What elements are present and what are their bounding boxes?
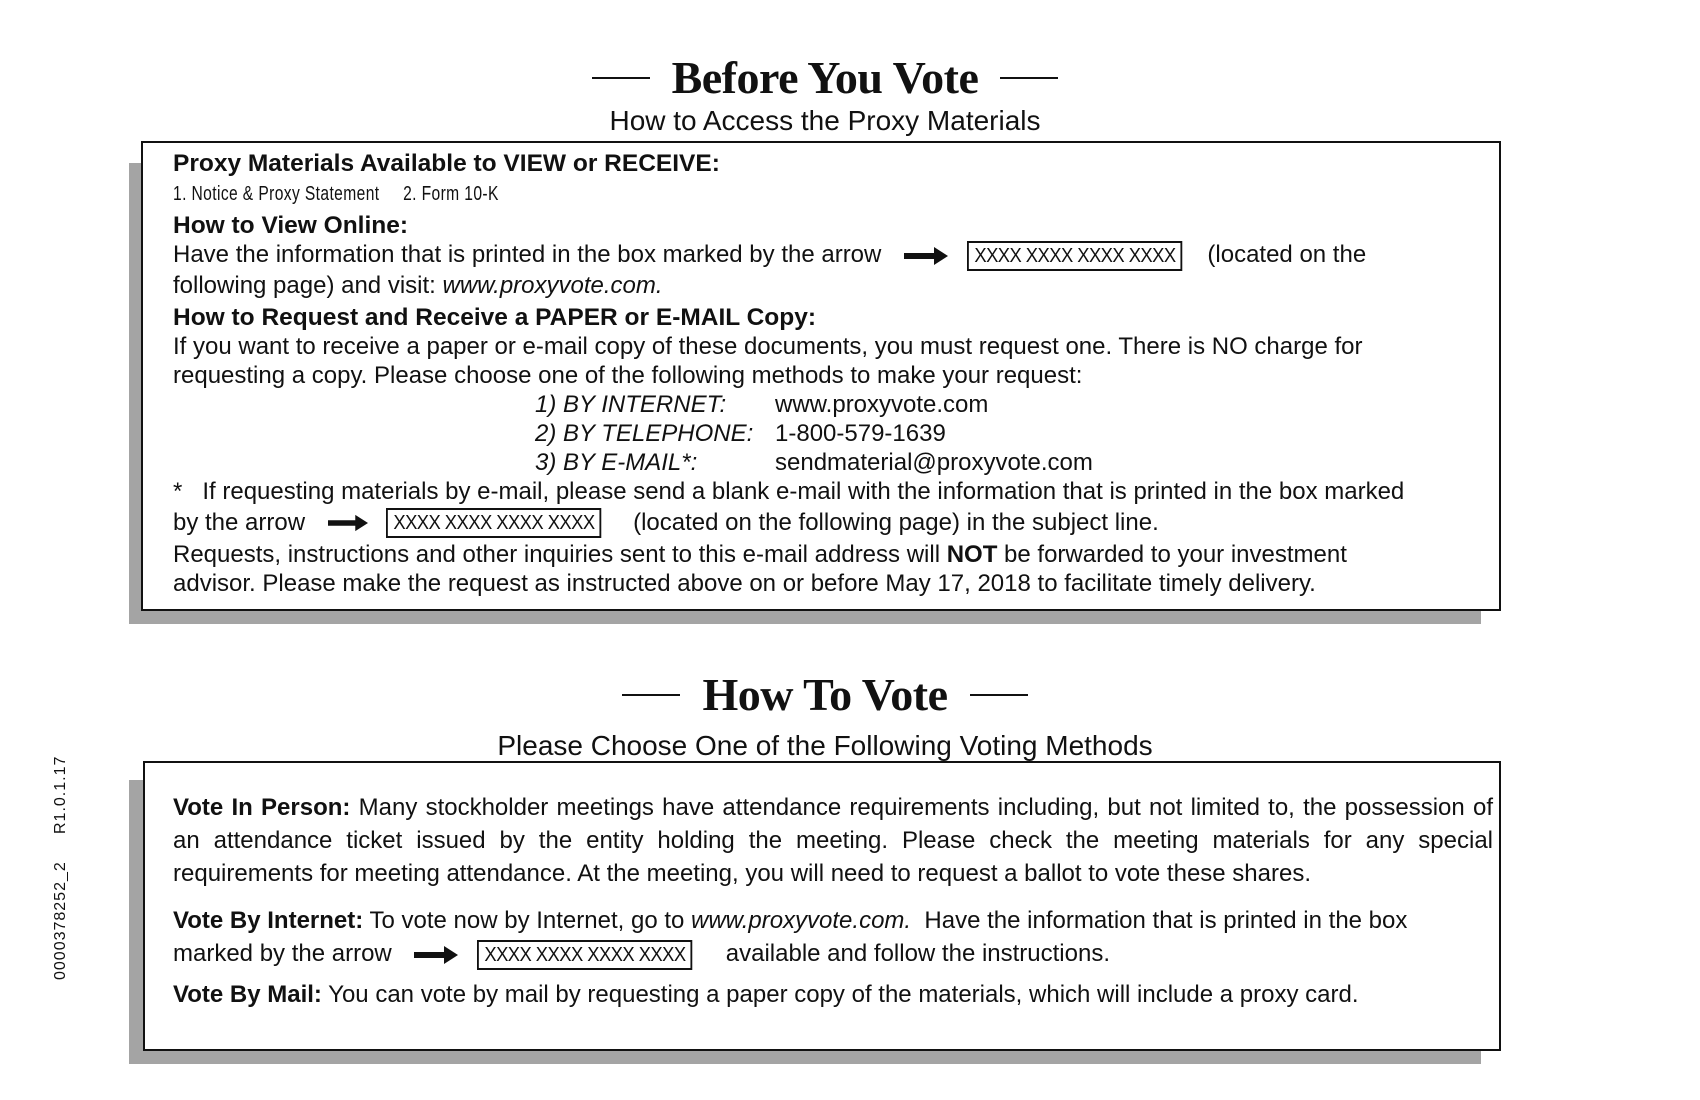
request-text-2: requesting a copy. Please choose one of the following methods to make your request: [173,361,1083,389]
vote-by-internet-line-2 [173,937,1499,970]
method-telephone [535,419,1499,448]
email-note-text: by the arrow [173,508,306,536]
view-online-line-2 [173,271,1499,300]
section-title [592,52,1059,103]
request-deadline-date: May 17, 2018 [885,570,1031,598]
disclaimer-not: NOT [946,541,998,569]
method-value[interactable]: 1-800-579-1639 [775,419,946,447]
method-label: 1) BY INTERNET: [535,390,727,418]
proxyvote-link[interactable]: www.proxyvote.com. [691,907,912,934]
vote-by-internet-label: Vote By Internet: [173,907,364,934]
disclaimer-text: to facilitate timely delivery. [1030,570,1316,598]
title-rule-left [592,77,650,79]
view-online-text: Have the information that is printed in the box marked by the arrow [173,241,882,268]
email-note-located-text: (located on the following page) in the subject line. [633,508,1159,536]
disclaimer-text: advisor. Please make the request as instructed above on or before [173,570,886,598]
vote-by-mail-label: Vote By Mail: [173,981,322,1008]
voting-methods-box [143,761,1501,1051]
vote-in-person-text: Many stockholder meetings have attendance requirements including, but not limited to, the possession of an attendance ticket issued by the entity holding the meeting. Please check the meeting materials for any special requirements for meeting attendance. At the meeting, you will need to request a ballot to vote these shares. [173,794,1494,887]
section-subtitle: How to Access the Proxy Materials [609,105,1041,136]
section-heading-before-you-vote [0,52,1650,136]
vote-in-person-label: Vote In Person: [173,794,351,821]
vote-by-mail [173,978,1499,1011]
vote-by-internet-text: To vote now by Internet, go to [369,907,692,934]
control-number-box: XXXX XXXX XXXX XXXX [477,940,692,970]
vote-by-internet-text: available and follow the instructions. [725,940,1111,967]
proxy-materials-box [141,141,1501,611]
title-rule-right [970,694,1028,696]
request-text-1: If you want to receive a paper or e-mail copy of these documents, you must request one. There is NO charge for [173,332,1363,360]
vote-in-person [173,791,1493,890]
disclaimer-text: Requests, instructions and other inquiries sent to this e-mail address will [173,541,947,569]
vote-by-internet-text: marked by the arrow [173,940,392,967]
disclaimer-text: be forwarded to your investment [997,541,1347,569]
method-internet [535,390,1499,419]
materials-list-text: 1. Notice & Proxy Statement 2. Form 10-K [173,183,499,205]
arrow-right-icon [904,245,948,267]
section-heading-how-to-vote [0,669,1650,761]
title-rule-right [1000,77,1058,79]
proxyvote-link[interactable]: www.proxyvote.com. [442,271,663,299]
arrow-right-icon [414,944,458,966]
email-note-2 [173,508,1499,539]
disclaimer-line-2 [173,569,1499,598]
title-text: Before You Vote [671,52,979,103]
vote-by-internet-text: Have the information that is printed in the box [911,907,1408,934]
view-online-line-1 [173,240,1499,271]
title-text: How To Vote [702,669,948,720]
method-value[interactable]: www.proxyvote.com [775,390,989,418]
email-note-1: * If requesting materials by e-mail, please send a blank e-mail with the information that is printed in the box marked [173,477,1405,505]
section-subtitle: Please Choose One of the Following Voting Methods [497,730,1153,761]
method-email [535,448,1499,477]
method-label: 2) BY TELEPHONE: [535,419,754,447]
view-online-located-text: (located on the [1207,241,1367,268]
control-number-box: XXXX XXXX XXXX XXXX [386,508,601,538]
materials-heading: Proxy Materials Available to VIEW or RECEIVE: [173,150,720,177]
document-id-code: 0000378252_2 R1.0.1.17 [52,755,69,980]
method-value[interactable]: sendmaterial@proxyvote.com [775,448,1093,476]
control-number-box: XXXX XXXX XXXX XXXX [967,241,1182,271]
vote-by-mail-text: You can vote by mail by requesting a paper copy of the materials, which will include a proxy card. [328,981,1359,1008]
request-methods-list [535,390,1499,477]
request-heading: How to Request and Receive a PAPER or E-MAIL Copy: [173,303,817,331]
method-label: 3) BY E-MAIL*: [535,448,698,476]
view-online-visit-text: following page) and visit: [173,271,443,299]
title-rule-left [622,694,680,696]
section-title [622,669,1027,720]
vote-by-internet-line-1 [173,904,1499,937]
view-online-heading: How to View Online: [173,212,409,239]
disclaimer-line-1 [173,540,1499,569]
materials-list [173,178,1499,209]
arrow-right-icon [328,513,368,533]
